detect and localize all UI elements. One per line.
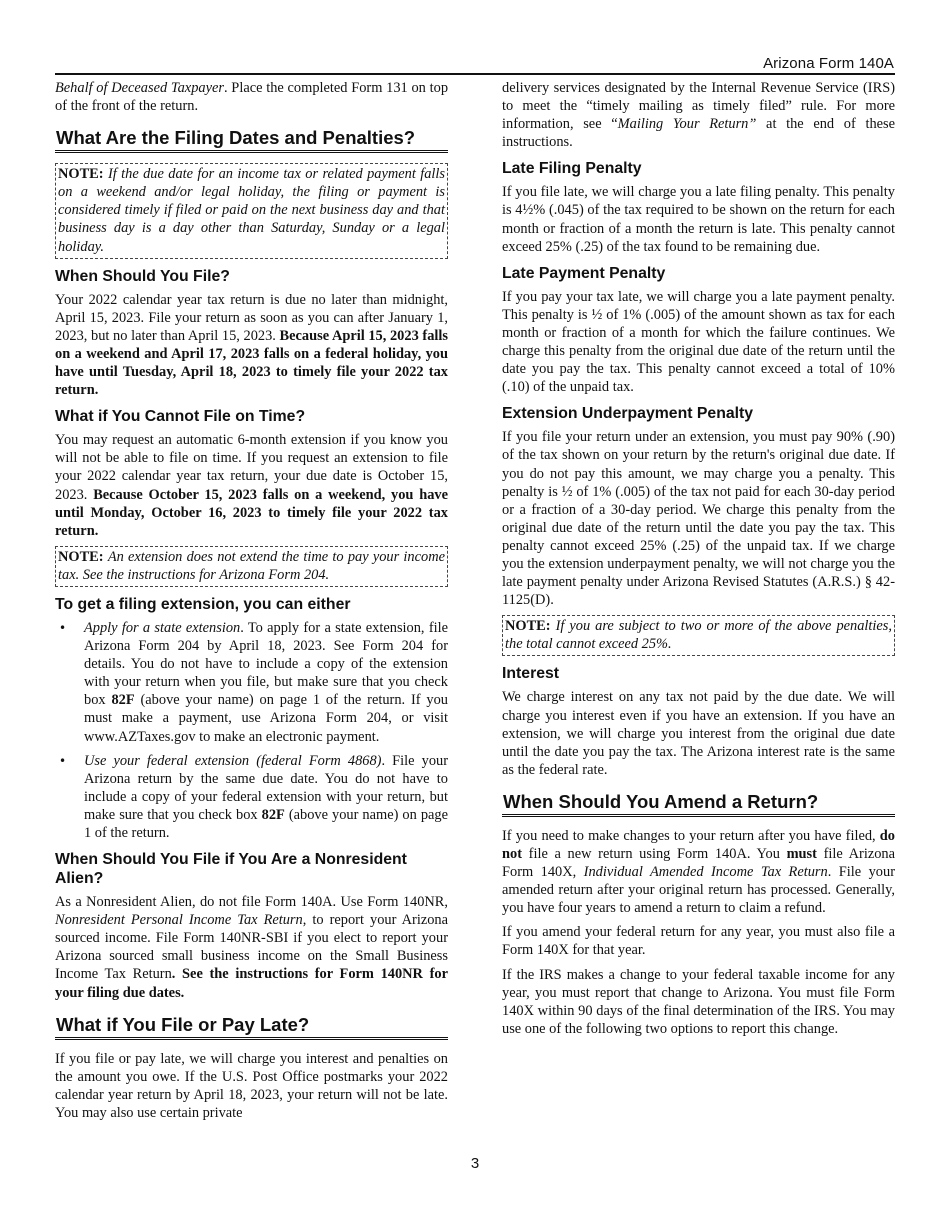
subheading-cannot-file: What if You Cannot File on Time? <box>55 408 306 426</box>
when-file-bold: Because April 15, 2023 falls on a weekend and April 17, 2023 falls on a federal holiday, you have until Tuesday, April 18, 2023 to timely file your 2022 tax return. <box>55 327 448 399</box>
nonresident-text: , to report your Arizona sourced income. File Form 140NR-SBI if you elect to report your Arizona sourced small business income on the Small Business Income Tax Return <box>55 912 448 983</box>
list-item <box>55 619 448 746</box>
note-text: If the due date for an income tax or related payment falls on a weekend and/or legal holiday, the filing or payment is considered timely if filed or paid on the next business day and that business day is a day other than Saturday, Sunday or a legal holiday. <box>58 166 445 255</box>
bullet-italic: Apply for a state extension <box>84 619 241 636</box>
cannot-file-bold: Because October 15, 2023 falls on a weekend, you have until Monday, October 16, 2023 to timely file your 2022 tax return. <box>55 486 448 539</box>
note-text: If you are subject to two or more of the above penalties, the total cannot exceed 25%. <box>505 618 892 653</box>
bullet-italic: Use your federal extension (federal Form 4868) <box>84 752 382 769</box>
cannot-file-paragraph <box>55 431 448 540</box>
bullet-part: . File your Arizona return by the same due date. You do not have to include a copy of your federal extension with your return, but make sure that you check box <box>84 752 448 823</box>
when-file-paragraph <box>55 291 448 400</box>
subheading-late-filing: Late Filing Penalty <box>502 160 642 178</box>
subheading-filing-extension: To get a filing extension, you can either <box>55 595 351 613</box>
bullet-icon: • <box>59 753 67 768</box>
page-number: 3 <box>470 1155 480 1172</box>
nonresident-bold: See the instructions for Form 140NR for your filing due dates. <box>55 966 448 1001</box>
note-text: An extension does not extend the time to pay your income tax. See the instructions for Arizona Form 204. <box>58 548 445 583</box>
nonresident-italic: Nonresident Personal Income Tax Return <box>55 912 303 929</box>
note-box-penalties <box>502 615 895 656</box>
section-heading-filing-dates: What Are the Filing Dates and Penalties? <box>55 127 448 153</box>
continuation-text: delivery services designated by the Internal Revenue Service (IRS) to meet the “timely mailing as timely filed” rule. For more information, see “ <box>502 80 895 133</box>
bullet-text <box>84 752 448 842</box>
bullet-part: (above your name) on page 1 of the return. If you must make a payment, use Arizona Form 204, or visit www.AZTaxes.gov to make an electronic payment. <box>84 692 448 745</box>
amend-text: . File your amended return after your original return has processed. Generally, you have four years to amend a return to claim a refund. <box>502 864 895 917</box>
intro-paragraph <box>55 79 448 115</box>
amend-bold: do not <box>502 827 895 862</box>
subheading-extension-underpayment: Extension Underpayment Penalty <box>502 405 754 423</box>
note-box-due-date <box>55 163 448 258</box>
left-column <box>55 79 448 1128</box>
continuation-text: at the end of these instructions. <box>502 116 896 151</box>
bullet-text <box>84 619 448 746</box>
bullet-icon: • <box>59 620 67 635</box>
note-label: NOTE: <box>58 548 104 565</box>
amend-paragraph-1 <box>502 827 895 917</box>
file-late-paragraph: If you file or pay late, we will charge you interest and penalties on the amount you owe. If the U.S. Post Office postmarks your 2022 calendar year return by April 18, 2023, your return will not be late. You may also use certain private <box>55 1050 448 1121</box>
amend-italic: Individual Amended Income Tax Return <box>583 864 828 881</box>
late-payment-paragraph: If you pay your tax late, we will charge you a late payment penalty. This penalty is ½ of 1% (.005) of the amount shown as tax for each month or fraction of a month for which the failure continues. We charge this penalty from the original due date of the return until the date you pay the tax. This penalty cannot exceed a total of 10% (.10) of the unpaid tax. <box>502 288 895 396</box>
cannot-file-text: You may request an automatic 6-month extension if you know you will not be able to file on time. If you request an extension to file your 2022 calendar year tax return, your due date is October 15, 2023. <box>55 432 448 503</box>
bullet-part: . To apply for a state extension, file Arizona Form 204 by April 18, 2023. See Form 204 for details. You do not have to include a copy of the extension with your return when you file, but make sure that you check box <box>84 619 448 709</box>
when-file-text: Your 2022 calendar year tax return is due no later than midnight, April 15, 2023. File your return as soon as you can after January 1, 2023, but no later than April 15, 2023. <box>55 291 448 344</box>
nonresident-paragraph <box>55 893 448 1002</box>
note-box-extension <box>55 546 448 587</box>
subheading-interest: Interest <box>502 665 560 683</box>
extension-underpayment-paragraph: If you file your return under an extension, you must pay 90% (.90) of the tax shown on your return by the return's original due date. If you do not pay this amount, we may charge you a penalty. This penalty is ½ of 1% (.005) of the tax not paid for each 30-day period or a fraction of a 30-day period. We charge this penalty from the original due date of the return until the date you pay the tax. This penalty cannot exceed 25% (.25) of the unpaid tax. If we charge you the extension underpayment penalty, we will not charge you the late payment penalty under Arizona Revised Statutes (A.R.S.) § 42-1125(D). <box>502 429 895 609</box>
extension-options-list <box>55 619 448 842</box>
note-label: NOTE: <box>505 618 551 635</box>
amend-text: file a new return using Form 140A. You <box>522 846 787 862</box>
interest-paragraph: We charge interest on any tax not paid by the due date. We will charge you interest even if you have an extension. If you have an extension, we will charge you interest from the original due date until the date you pay the tax. The Arizona interest rate is the same as the federal rate. <box>502 689 895 778</box>
subheading-late-payment: Late Payment Penalty <box>502 264 666 282</box>
header-rule <box>55 73 895 75</box>
intro-italic: Behalf of Deceased Taxpayer <box>55 80 224 96</box>
list-item <box>55 752 448 842</box>
nonresident-period: . <box>171 966 176 983</box>
right-column <box>502 79 895 1044</box>
amend-text: file Arizona Form 140X, <box>502 846 895 881</box>
amend-bold: must <box>786 846 817 862</box>
amend-paragraph-2: If you amend your federal return for any year, you must also file a Form 140X for that year. <box>502 924 895 959</box>
form-title: Arizona Form 140A <box>763 55 894 72</box>
checkbox-ref: 82F <box>111 692 135 709</box>
intro-text: . Place the completed Form 131 on top of the front of the return. <box>55 80 449 115</box>
section-heading-amend: When Should You Amend a Return? <box>502 791 895 817</box>
checkbox-ref: 82F <box>261 806 285 823</box>
subheading-when-file: When Should You File? <box>55 267 230 285</box>
subheading-nonresident: When Should You File if You Are a Nonresident Alien? <box>55 851 407 888</box>
nonresident-text: As a Nonresident Alien, do not file Form 140A. Use Form 140NR, <box>55 894 448 911</box>
amend-paragraph-3: If the IRS makes a change to your federal taxable income for any year, you must report that change to Arizona. You must file Form 140X within 90 days of the final determination of the IRS. You may use one of the following two options to report this change. <box>502 966 895 1037</box>
amend-text: If you need to make changes to your return after you have filed, <box>502 827 880 844</box>
continuation-paragraph <box>502 79 895 151</box>
continuation-italic: Mailing Your Return” <box>617 116 757 133</box>
bullet-part: (above your name) on page 1 of the return. <box>84 806 449 841</box>
note-label: NOTE: <box>58 166 104 183</box>
late-filing-paragraph: If you file late, we will charge you a late filing penalty. This penalty is 4½% (.045) of the tax required to be shown on the return for each month or fraction of a month the return is late. This penalty cannot exceed 25% (.25) of the tax found to be remaining due. <box>502 184 895 255</box>
section-heading-file-late: What if You File or Pay Late? <box>55 1014 448 1040</box>
